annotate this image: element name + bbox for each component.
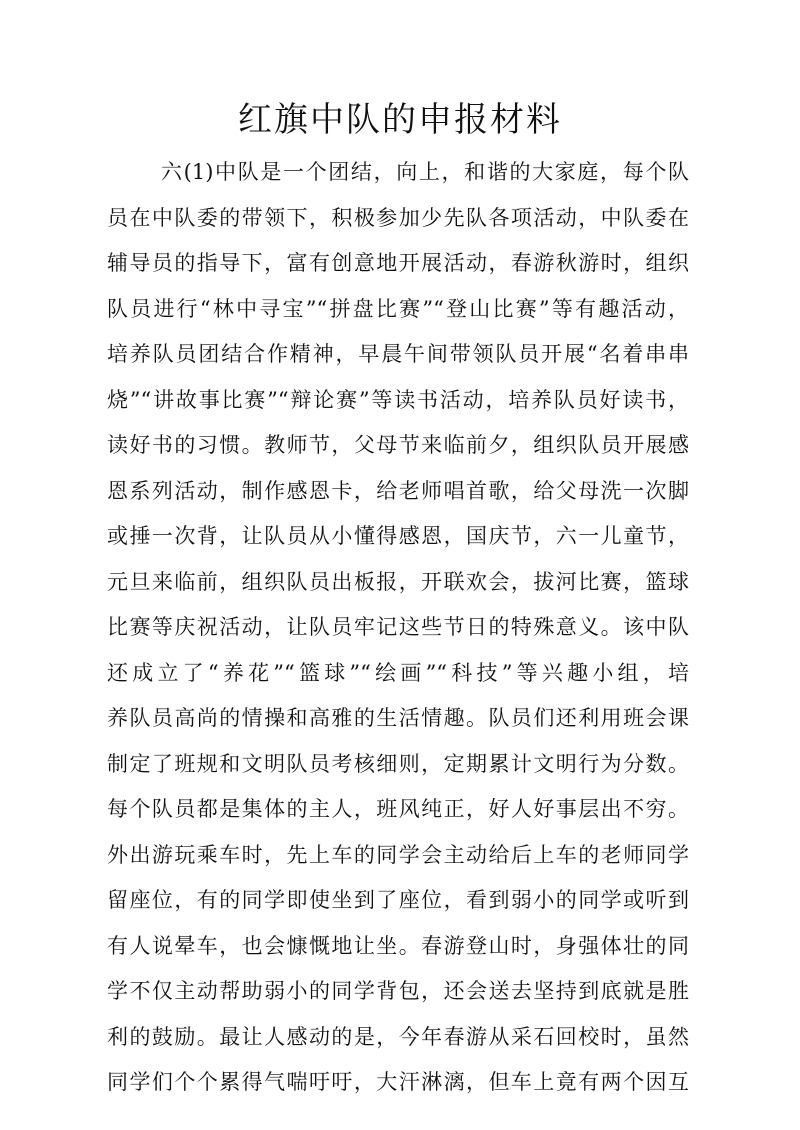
body-line: 元旦来临前，组织队员出板报，开联欢会，拔河比赛，篮球 <box>107 569 689 594</box>
body-line: 同学们个个累得气喘吁吁，大汗淋漓，但车上竟有两个因互 <box>107 1070 689 1094</box>
body-line: 外出游玩乘车时，先上车的同学会主动给后上车的老师同学 <box>107 842 689 867</box>
body-line: 辅导员的指导下，富有创意地开展活动，春游秋游时，组织 <box>107 251 689 275</box>
body-line: 学不仅主动帮助弱小的同学背包，还会送去坚持到底就是胜 <box>107 979 689 1003</box>
document-body <box>107 150 689 1106</box>
body-line: 养队员高尚的情操和高雅的生活情趣。队员们还利用班会课 <box>107 706 689 730</box>
document-title: 红旗中队的申报材料 <box>238 100 562 140</box>
body-line: 利的鼓励。最让人感动的是，今年春游从采石回校时，虽然 <box>107 1024 689 1049</box>
body-line: 读好书的习惯。教师节，父母节来临前夕，组织队员开展感 <box>107 433 689 457</box>
body-line: 恩系列活动，制作感恩卡，给老师唱首歌，给父母洗一次脚 <box>107 478 689 503</box>
body-line: 队员进行“林中寻宝”“拼盘比赛”“登山比赛”等有趣活动， <box>107 296 689 321</box>
body-line: 留座位，有的同学即使坐到了座位，看到弱小的同学或听到 <box>107 888 689 912</box>
body-line: 或捶一次背，让队员从小懂得感恩，国庆节，六一儿童节， <box>107 524 689 548</box>
body-line: 烧”“讲故事比赛”“辩论赛”等读书活动，培养队员好读书， <box>107 387 689 412</box>
body-line: 还成立了“养花”“篮球”“绘画”“科技”等兴趣小组，培 <box>107 660 689 685</box>
body-line: 制定了班规和文明队员考核细则，定期累计文明行为分数。 <box>107 751 689 776</box>
body-line: 每个队员都是集体的主人，班风纯正，好人好事层出不穷。 <box>107 797 689 821</box>
body-line: 比赛等庆祝活动，让队员牢记这些节日的特殊意义。该中队 <box>107 615 689 639</box>
body-line: 有人说晕车，也会慷慨地让坐。春游登山时，身强体壮的同 <box>107 933 689 958</box>
body-line: 员在中队委的带领下，积极参加少先队各项活动，中队委在 <box>107 205 689 230</box>
body-line: 六(1)中队是一个团结，向上，和谐的大家庭，每个队 <box>161 160 689 184</box>
body-line: 培养队员团结合作精神，早晨午间带领队员开展“名着串串 <box>107 342 689 366</box>
